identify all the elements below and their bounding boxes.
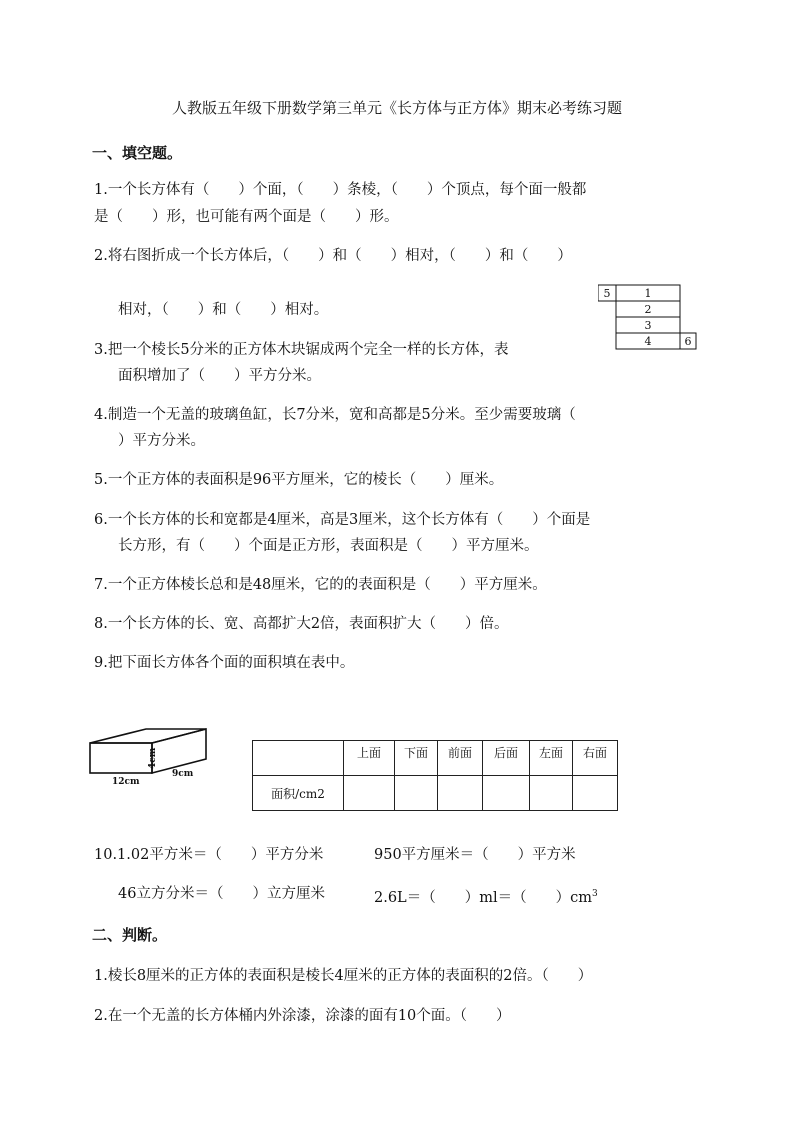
question-10-line-2-text: 2.6L＝（ ）ml＝（ ）cm <box>374 889 592 906</box>
table-row-label: 面积/cm2 <box>253 776 344 811</box>
table-cell-empty <box>530 776 573 811</box>
table-header-cell: 左面 <box>530 741 573 776</box>
cuboid-drawing <box>86 727 216 785</box>
cubic-superscript: 3 <box>591 889 598 899</box>
table-header-cell: 下面 <box>395 741 438 776</box>
question-9: 9.把下面长方体各个面的面积填在表中。 <box>94 655 355 671</box>
question-2-line-2: 相对，（ ）和（ ）相对。 <box>118 302 329 318</box>
page-title: 人教版五年级下册数学第三单元《长方体与正方体》期末必考练习题 <box>171 99 622 117</box>
question-3-line-2: 面积增加了（ ）平方分米。 <box>118 368 321 384</box>
net-label-1: 1 <box>644 287 652 300</box>
cuboid-front-face <box>90 743 152 773</box>
question-7: 7.一个正方体棱长总和是48厘米，它的的表面积是（ ）平方厘米。 <box>94 577 547 593</box>
table-header-cell: 前面 <box>438 741 483 776</box>
question-4-line-1: 4.制造一个无盖的玻璃鱼缸，长7分米，宽和高都是5分米。至少需要玻璃（ <box>94 407 576 423</box>
table-header-row <box>253 741 618 776</box>
cuboid-svg <box>86 727 216 785</box>
face-area-table <box>252 740 618 811</box>
cuboid-net-svg <box>598 284 698 352</box>
judgement-1: 1.棱长8厘米的正方体的表面积是棱长4厘米的正方体的表面积的2倍。（ ） <box>94 968 593 984</box>
net-label-4: 4 <box>644 335 652 348</box>
table-header-cell: 上面 <box>344 741 395 776</box>
question-1-line-2: 是（ ）形，也可能有两个面是（ ）形。 <box>94 209 399 225</box>
question-2-line-1: 2.将右图折成一个长方体后，（ ）和（ ）相对，（ ）和（ ） <box>94 248 572 264</box>
cuboid-width-label: 9cm <box>172 769 194 779</box>
table-row <box>253 776 618 811</box>
question-3-line-1: 3.把一个棱长5分米的正方体木块锯成两个完全一样的长方体，表 <box>94 342 509 358</box>
question-10-line-1-part-1: 10.1.02平方米＝（ ）平方分米 <box>94 847 324 863</box>
question-8: 8.一个长方体的长、宽、高都扩大2倍，表面积扩大（ ）倍。 <box>94 616 509 632</box>
net-label-2: 2 <box>644 303 652 316</box>
question-5: 5.一个正方体的表面积是96平方厘米，它的棱长（ ）厘米。 <box>94 472 504 488</box>
question-10-line-1-part-2: 950平方厘米＝（ ）平方米 <box>374 847 576 863</box>
table-header-cell: 右面 <box>573 741 618 776</box>
net-label-6: 6 <box>684 335 692 348</box>
section-heading-fill-blank: 一、填空题。 <box>92 144 183 162</box>
cuboid-length-label: 12cm <box>112 777 140 785</box>
question-6-line-1: 6.一个长方体的长和宽都是4厘米，高是3厘米，这个长方体有（ ）个面是 <box>94 512 591 528</box>
question-4-line-2: ）平方分米。 <box>118 433 205 449</box>
cuboid-height-label: 4cm <box>148 747 158 769</box>
question-1-line-1: 1.一个长方体有（ ）个面，（ ）条棱，（ ）个顶点，每个面一般都 <box>94 182 587 198</box>
question-10-line-2-part-1: 46立方分米＝（ ）立方厘米 <box>118 886 325 902</box>
table-cell-empty <box>395 776 438 811</box>
question-6-line-2: 长方形，有（ ）个面是正方形，表面积是（ ）平方厘米。 <box>118 538 539 554</box>
net-label-3: 3 <box>644 319 652 332</box>
table-header-cell <box>253 741 344 776</box>
table-header-cell: 后面 <box>483 741 530 776</box>
question-10-line-2-part-2 <box>374 884 598 908</box>
table-cell-empty <box>344 776 395 811</box>
section-heading-judgement: 二、判断。 <box>92 926 168 944</box>
table-cell-empty <box>438 776 483 811</box>
cuboid-top-face <box>90 729 206 743</box>
net-label-5: 5 <box>603 287 611 300</box>
cuboid-net-diagram <box>598 284 698 352</box>
judgement-2: 2.在一个无盖的长方体桶内外涂漆，涂漆的面有10个面。（ ） <box>94 1008 511 1024</box>
table-cell-empty <box>483 776 530 811</box>
table-cell-empty <box>573 776 618 811</box>
cuboid-side-face <box>152 729 206 773</box>
